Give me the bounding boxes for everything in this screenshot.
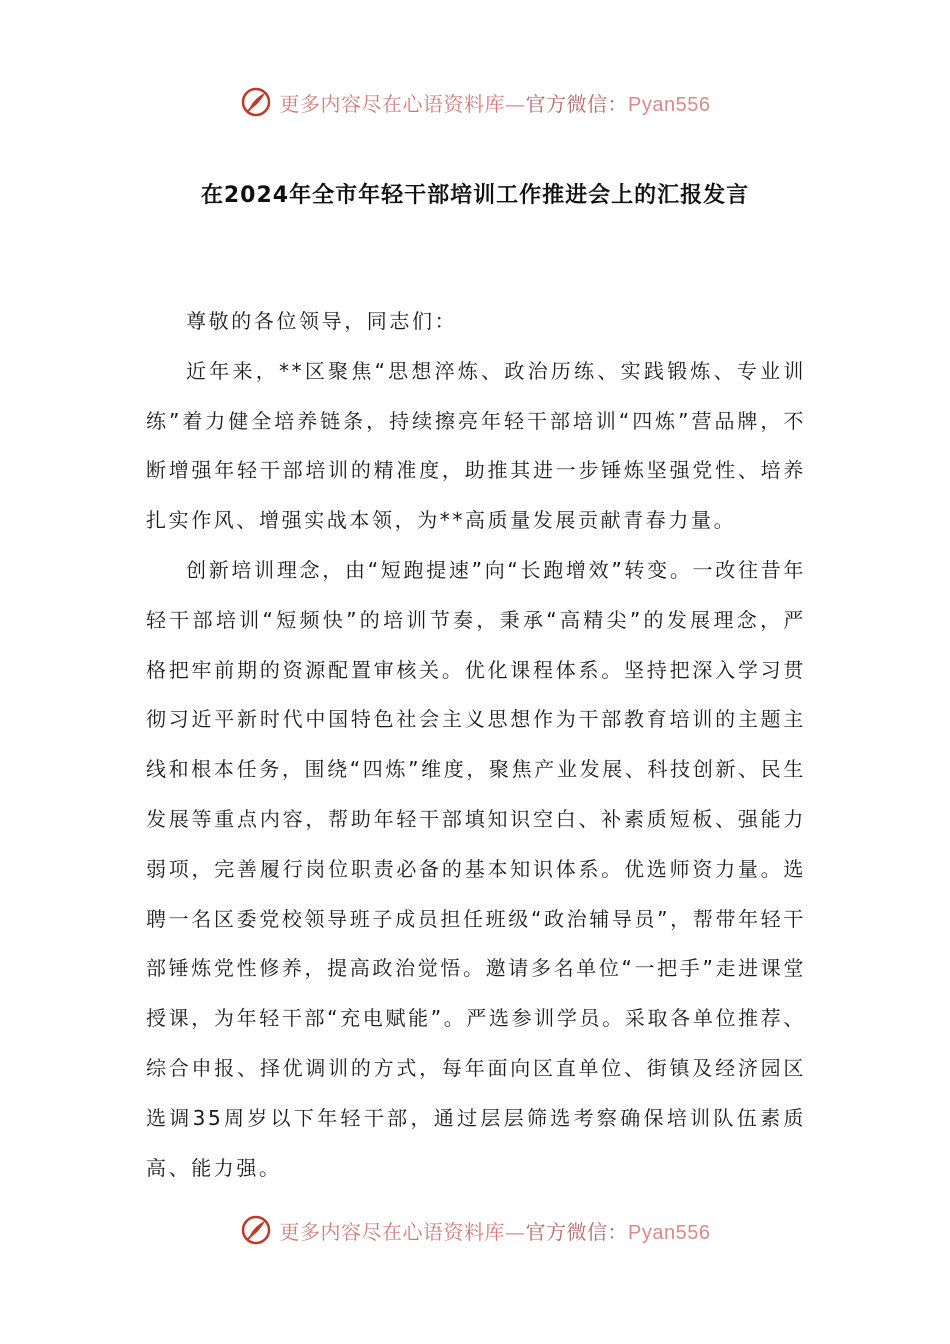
banner-text	[280, 1216, 711, 1245]
banner-dash: —	[505, 1219, 526, 1244]
document-title: 在2024年全市年轻干部培训工作推进会上的汇报发言	[200, 183, 750, 208]
body-paragraph: 近年来，**区聚焦“思想淬炼、政治历练、实践锻炼、专业训练”着力健全培养链条，持续擦亮年轻干部培训“四炼”营品牌，不断增强年轻干部培训的精准度，助推其进一步锤炼坚强党性、培养扎实作风、增强实战本领，为**高质量发展贡献青春力量。	[146, 358, 806, 533]
banner-text	[280, 88, 711, 117]
footer-watermark-banner	[0, 1210, 950, 1250]
banner-prefix: 更多内容尽在心语资料库	[279, 91, 506, 116]
salutation: 尊敬的各位领导，同志们：	[186, 309, 458, 333]
banner-official-label: 官方微信：	[525, 1219, 629, 1244]
banner-prefix: 更多内容尽在心语资料库	[279, 1219, 506, 1244]
banner-official-label: 官方微信：	[525, 91, 629, 116]
quill-logo-icon	[240, 1214, 272, 1246]
quill-logo-icon	[240, 86, 272, 118]
document-body	[146, 297, 806, 1193]
banner-wechat-id: Pyan556	[628, 1221, 711, 1244]
header-watermark-banner	[0, 82, 950, 122]
banner-wechat-id: Pyan556	[628, 93, 711, 116]
body-paragraph: 创新培训理念，由“短跑提速”向“长跑增效”转变。一改往昔年轻干部培训“短频快”的培训节奏，秉承“高精尖”的发展理念，严格把牢前期的资源配置审核关。优化课程体系。坚持把深入学习贯彻习近平新时代中国特色社会主义思想作为干部教育培训的主题主线和根本任务，围绕“四炼”维度，聚焦产业发展、科技创新、民生发展等重点内容，帮助年轻干部填知识空白、补素质短板、强能力弱项，完善履行岗位职责必备的基本知识体系。优选师资力量。选聘一名区委党校领导班子成员担任班级“政治辅导员”，帮带年轻干部锤炼党性修养，提高政治觉悟。邀请多名单位“一把手”走进课堂授课，为年轻干部“充电赋能”。严选参训学员。采取各单位推荐、综合申报、择优调训的方式，每年面向区直单位、街镇及经济园区选调35周岁以下年轻干部，通过层层筛选考察确保培训队伍素质高、能力强。	[146, 557, 806, 1180]
banner-dash: —	[505, 91, 526, 116]
